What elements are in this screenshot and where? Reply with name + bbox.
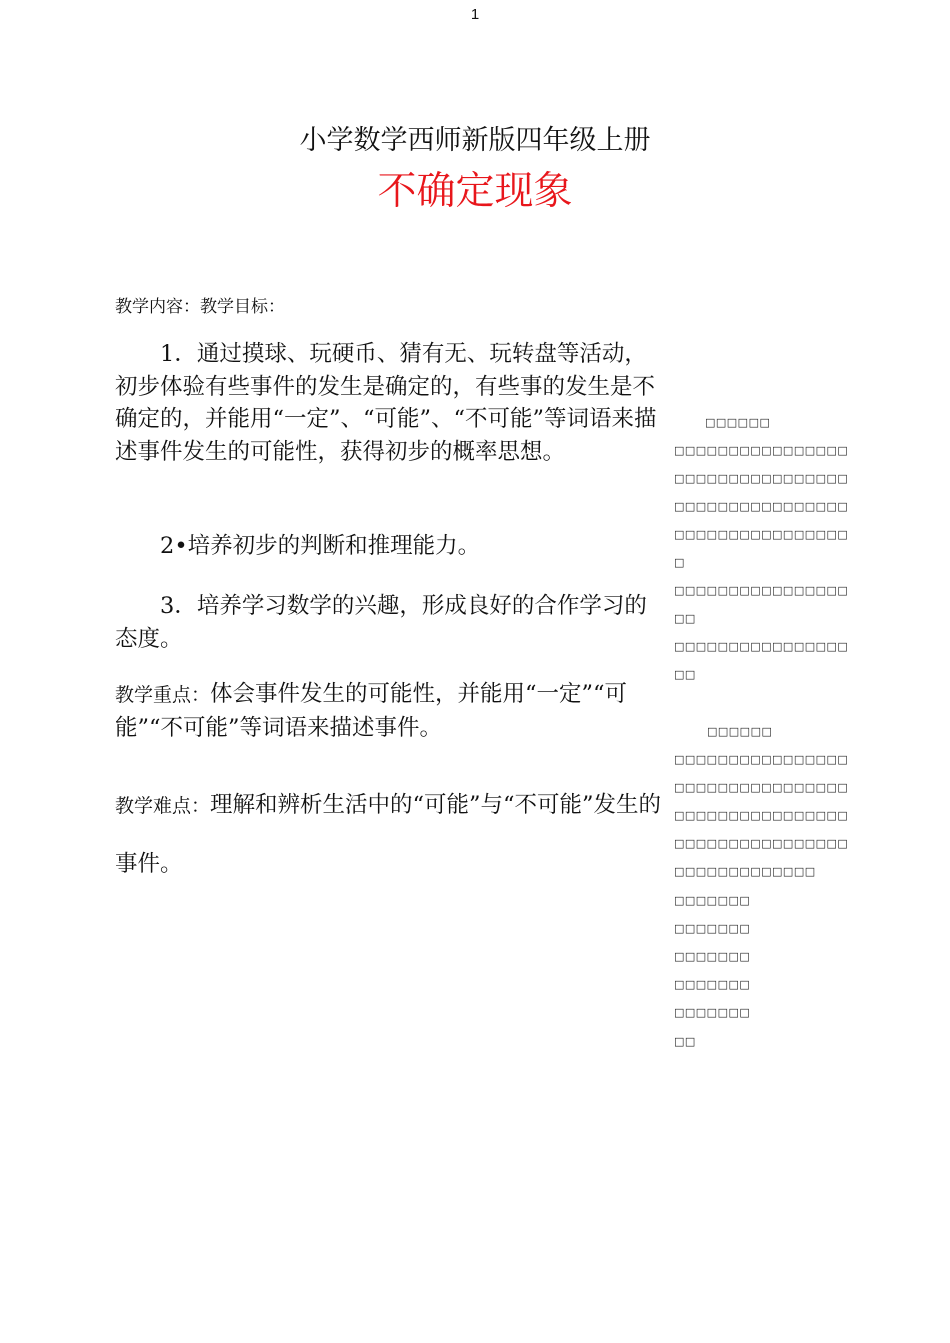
- sidebar-line: □□□□□□□□□□□□□□□□: [674, 528, 849, 541]
- sidebar-line: □□: [674, 1035, 696, 1048]
- sidebar-line: □□: [674, 668, 696, 681]
- sidebar-line: □□□□□□□: [674, 978, 751, 991]
- section-heading: 教学内容：教学目标：: [115, 297, 285, 317]
- key-point-text: 体会事件发生的可能性，并能用“一定”“可能”“不可能”等词语来描述事件。: [115, 681, 628, 741]
- sidebar-line: □□□□□□□: [674, 894, 751, 907]
- page-number: 1: [470, 6, 480, 23]
- document-title: 小学数学西师新版四年级上册: [299, 125, 651, 156]
- sidebar-line: □□□□□□□: [674, 1006, 751, 1019]
- sidebar-line: □□□□□□□□□□□□□□□□: [674, 781, 849, 794]
- sidebar-line: □□□□□□□□□□□□□□□□: [674, 753, 849, 766]
- lesson-title: 不确定现象: [377, 169, 573, 214]
- objective-item: 3．培养学习数学的兴趣，形成良好的合作学习的态度。: [115, 593, 647, 652]
- objective-item: 1．通过摸球、玩硬币、猜有无、玩转盘等活动，初步体验有些事件的发生是确定的，有些事的发生是不确定的，并能用“一定”、“可能”、“不可能”等词语来描述事件发生的可能性，获得初步的概率思想。: [115, 341, 657, 465]
- sidebar-line: □□□□□□□□□□□□□□□□: [674, 500, 849, 513]
- sidebar-line: □□□□□□□□□□□□□□□□: [674, 640, 849, 653]
- difficult-point-text: 理解和辨析生活中的“可能”与“不可能”发生的事件。: [115, 792, 662, 877]
- sidebar-line: □□□□□□□□□□□□□: [674, 865, 816, 878]
- sidebar-line: □□□□□□□□□□□□□□□□: [674, 837, 849, 850]
- sidebar-line: □□□□□□□□□□□□□□□□: [674, 444, 849, 457]
- sidebar-line: □□: [674, 612, 696, 625]
- sidebar-line: □□□□□□□□□□□□□□□□: [674, 584, 849, 597]
- objective-item: 2•培养初步的判断和推理能力。: [160, 533, 481, 559]
- sidebar-line: □□□□□□: [705, 416, 771, 429]
- difficult-point-label: 教学难点：: [115, 795, 211, 817]
- key-point: [115, 678, 665, 744]
- key-point-label: 教学重点：: [115, 684, 211, 706]
- sidebar-line: □□□□□□□□□□□□□□□□: [674, 809, 849, 822]
- sidebar-line: □□□□□□□: [674, 922, 751, 935]
- sidebar-line: □□□□□□: [707, 725, 773, 738]
- sidebar-line: □□□□□□□: [674, 950, 751, 963]
- sidebar-line: □: [674, 556, 685, 569]
- difficult-point: [115, 776, 665, 893]
- sidebar-line: □□□□□□□□□□□□□□□□: [674, 472, 849, 485]
